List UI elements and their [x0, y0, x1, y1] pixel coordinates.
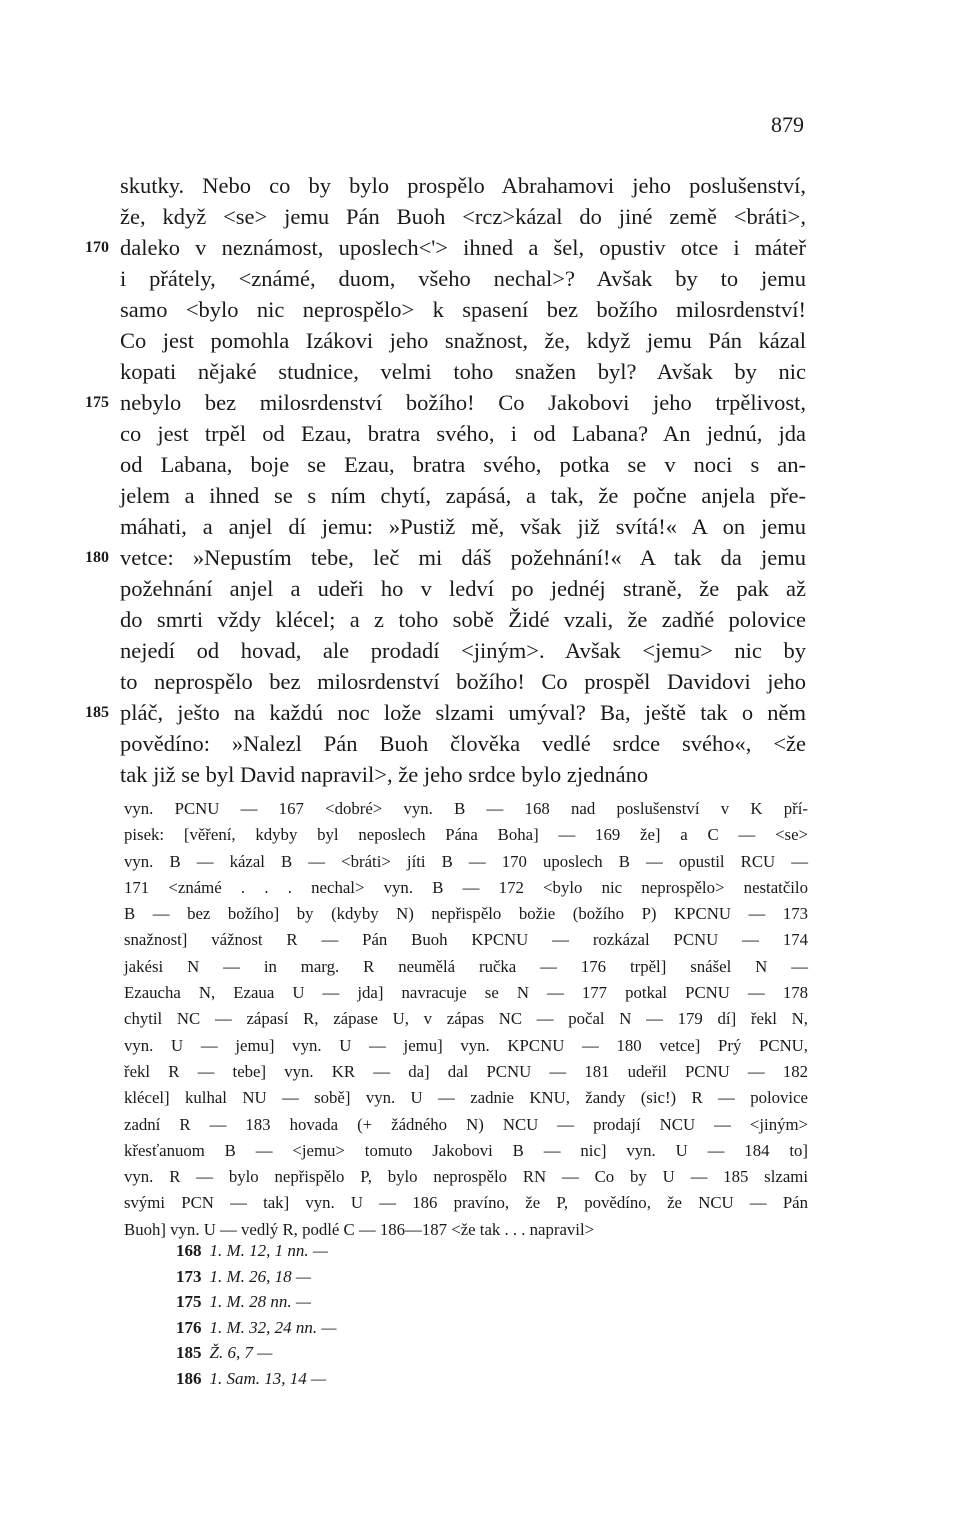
- line-text: od Labana, boje se Ezau, bratra svého, potka se v noci s an-: [120, 452, 806, 477]
- line-text: že, když <se> jemu Pán Buoh <rcz>kázal do jiné země <bráti>,: [120, 204, 806, 229]
- text-line: [120, 604, 806, 635]
- line-text: kopati nějaké studnice, velmi toho snažen byl? Avšak by nic: [120, 359, 806, 384]
- text-line: [120, 728, 806, 759]
- text-line: [85, 387, 806, 418]
- apparatus-line: vyn. R — bylo nepřispělo P, bylo neprospělo RN — Co by U — 185 slzami: [124, 1167, 808, 1187]
- apparatus-line: řekl R — tebe] vyn. KR — da] dal PCNU — 181 udeřil PCNU — 182: [124, 1061, 808, 1081]
- apparatus-line: B — bez božího] by (kdyby N) nepřispělo božie (božího P) KPCNU — 173: [124, 904, 808, 924]
- apparatus-line: klécel] kulhal NU — sobě] vyn. U — zadnie KNU, žandy (sic!) R — polovice: [124, 1088, 808, 1108]
- reference-number: 186: [176, 1368, 202, 1388]
- text-line: [120, 356, 806, 387]
- line-text: požehnání anjel a udeři ho v ledví po jednéj straně, že pak až: [120, 576, 806, 601]
- apparatus-line: snažnost] vážnost R — Pán Buoh KPCNU — rozkázal PCNU — 174: [124, 930, 808, 950]
- reference-line: [176, 1264, 476, 1290]
- line-text: do smrti vždy klécel; a z toho sobě Židé vzali, že zadňé polovice: [120, 607, 806, 632]
- text-line: [120, 573, 806, 604]
- line-text: to neprospělo bez milosrdenství božího! Co prospěl Davidovi jeho: [120, 669, 806, 694]
- line-text: i přátely, <známé, duom, všeho nechal>? Avšak by to jemu: [120, 266, 806, 291]
- reference-number: 185: [176, 1343, 202, 1362]
- apparatus-line: vyn. U — jemu] vyn. U — jemu] vyn. KPCNU — 180 vetce] Prý PCNU,: [124, 1035, 808, 1055]
- line-number: 175: [85, 394, 109, 411]
- reference-number: 173: [176, 1266, 202, 1286]
- text-line: [120, 294, 806, 325]
- text-line: [120, 759, 806, 790]
- page-number: 879: [771, 112, 804, 137]
- apparatus-line: svými PCN — tak] vyn. U — 186 pravíno, že P, povědíno, že NCU — Pán: [124, 1193, 808, 1213]
- reference-line: [176, 1289, 476, 1315]
- apparatus-line: zadní R — 183 hovada (+ žádného N) NCU — prodají NCU — <jiným>: [124, 1114, 808, 1134]
- reference-line: [176, 1340, 476, 1366]
- reference-text: Ž. 6, 7 —: [209, 1343, 273, 1362]
- text-line: [85, 542, 806, 573]
- text-line: [120, 201, 806, 232]
- text-line: [120, 325, 806, 356]
- biblical-references: [176, 1238, 476, 1391]
- line-text: máhati, a anjel dí jemu: »Pustiž mě, však již svítá!« A on jemu: [120, 514, 806, 539]
- text-line: [120, 418, 806, 449]
- line-text: skutky. Nebo co by bylo prospělo Abrahamovi jeho poslušenství,: [120, 173, 806, 198]
- line-number: 170: [85, 239, 109, 256]
- text-line: [120, 511, 806, 542]
- apparatus-line: křesťanuom B — <jemu> tomuto Jakobovi B — nic] vyn. U — 184 to]: [124, 1140, 808, 1160]
- text-line: [120, 170, 806, 201]
- text-line: [120, 480, 806, 511]
- line-text: daleko v neznámost, uposlech<'> ihned a šel, opustiv otce i máteř: [120, 235, 806, 260]
- apparatus-line: chytil NC — zápasí R, zápase U, v zápas NC — počal N — 179 dí] řekl N,: [124, 1009, 808, 1029]
- text-line: [120, 666, 806, 697]
- line-text: tak již se byl David napravil>, že jeho srdce bylo zjednáno: [120, 762, 649, 787]
- reference-number: 176: [176, 1317, 202, 1337]
- text-line: [120, 635, 806, 666]
- apparatus-line: vyn. PCNU — 167 <dobré> vyn. B — 168 nad poslušenství v K pří-: [124, 799, 808, 818]
- apparatus-line: vyn. B — kázal B — <bráti> jíti B — 170 uposlech B — opustil RCU —: [124, 851, 808, 871]
- apparatus-line: jakési N — in marg. R neumělá ručka — 176 trpěl] snášel N —: [124, 956, 808, 976]
- line-text: nejedí od hovad, ale prodadí <jiným>. Avšak <jemu> nic by: [120, 638, 806, 663]
- text-line: [85, 232, 806, 263]
- line-number: 185: [85, 704, 109, 721]
- apparatus-line: Ezaucha N, Ezaua U — jda] navracuje se N — 177 potkal PCNU — 178: [124, 983, 808, 1003]
- text-line: [120, 449, 806, 480]
- line-number: 180: [85, 549, 109, 566]
- reference-line: [176, 1238, 476, 1264]
- apparatus-line: Buoh] vyn. U — vedlý R, podlé C — 186—187 <že tak . . . napravil>: [124, 1219, 595, 1239]
- line-text: vetce: »Nepustím tebe, leč mi dáš požehnání!« A tak da jemu: [120, 545, 806, 570]
- reference-text: 1. M. 12, 1 nn. —: [209, 1241, 329, 1260]
- line-text: nebylo bez milosrdenství božího! Co Jakobovi jeho trpělivost,: [120, 390, 806, 415]
- apparatus-line: 171 <známé . . . nechal> vyn. B — 172 <bylo nic neprospělo> nestatčilo: [124, 877, 808, 897]
- text-line: [120, 263, 806, 294]
- reference-text: 1. M. 28 nn. —: [209, 1292, 312, 1311]
- line-text: jelem a ihned se s ním chytí, zapásá, a tak, že počne anjela pře-: [120, 483, 806, 508]
- reference-line: [176, 1366, 476, 1392]
- line-text: povědíno: »Nalezl Pán Buoh člověka vedlé srdce svého«, <že: [120, 731, 806, 756]
- reference-number: 175: [176, 1292, 202, 1311]
- reference-text: 1. M. 26, 18 —: [209, 1266, 312, 1286]
- reference-number: 168: [176, 1241, 202, 1260]
- reference-line: [176, 1315, 476, 1341]
- line-text: pláč, ješto na každú noc lože slzami umýval? Ba, ještě tak o něm: [120, 700, 806, 725]
- line-text: co jest trpěl od Ezau, bratra svého, i od Labana? An jednú, jda: [120, 421, 806, 446]
- line-text: Co jest pomohla Izákovi jeho snažnost, že, když jemu Pán kázal: [120, 328, 806, 353]
- text-line: [85, 697, 806, 728]
- main-text: [85, 170, 806, 790]
- critical-apparatus: [124, 796, 808, 1243]
- apparatus-line: pisek: [věření, kdyby byl neposlech Pána Boha] — 169 že] a C — <se>: [124, 825, 808, 845]
- line-text: samo <bylo nic neprospělo> k spasení bez božího milosrdenství!: [120, 297, 806, 322]
- reference-text: 1. Sam. 13, 14 —: [209, 1368, 327, 1388]
- reference-text: 1. M. 32, 24 nn. —: [209, 1317, 337, 1337]
